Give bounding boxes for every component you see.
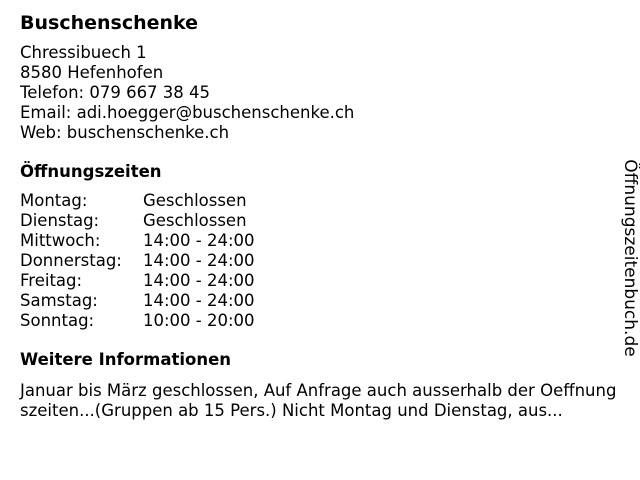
hours-row <box>20 191 255 211</box>
address-city: 8580 Hefenhofen <box>20 63 164 82</box>
address-street: Chressibuech 1 <box>20 43 147 62</box>
day-label: Mittwoch: <box>20 231 101 250</box>
day-label: Montag: <box>20 191 88 210</box>
hours-row <box>20 231 255 251</box>
hours-row <box>20 211 255 231</box>
web-text: Web: buschenschenke.ch <box>20 123 230 142</box>
day-label: Donnerstag: <box>20 251 122 270</box>
day-time: 14:00 - 24:00 <box>143 251 255 270</box>
phone-text: Telefon: 079 667 38 45 <box>20 83 211 102</box>
day-time: Geschlossen <box>143 211 247 230</box>
hours-table <box>20 191 255 331</box>
day-time: 14:00 - 24:00 <box>143 271 255 290</box>
hours-row <box>20 311 255 331</box>
side-brand-text: Öffnungszeitenbuch.de <box>620 159 640 357</box>
day-label: Sonntag: <box>20 311 95 330</box>
business-name: Buschenschenke <box>20 12 199 34</box>
day-time: 14:00 - 24:00 <box>143 231 255 250</box>
info-text: Januar bis März geschlossen, Auf Anfrage auch ausserhalb der Oeffnungszeiten...(Gruppen ab 15 Pers.) Nicht Montag und Dienstag, aus... <box>20 381 617 420</box>
day-time: 10:00 - 20:00 <box>143 311 255 330</box>
info-heading: Weitere Informationen <box>20 350 232 369</box>
day-label: Freitag: <box>20 271 83 290</box>
day-label: Dienstag: <box>20 211 100 230</box>
day-time: 14:00 - 24:00 <box>143 291 255 310</box>
email-text: Email: adi.hoegger@buschenschenke.ch <box>20 103 355 122</box>
hours-row <box>20 251 255 271</box>
hours-row <box>20 291 255 311</box>
listing-card <box>20 11 620 421</box>
hours-row <box>20 271 255 291</box>
hours-heading: Öffnungszeiten <box>20 162 162 181</box>
day-label: Samstag: <box>20 291 98 310</box>
day-time: Geschlossen <box>143 191 247 210</box>
